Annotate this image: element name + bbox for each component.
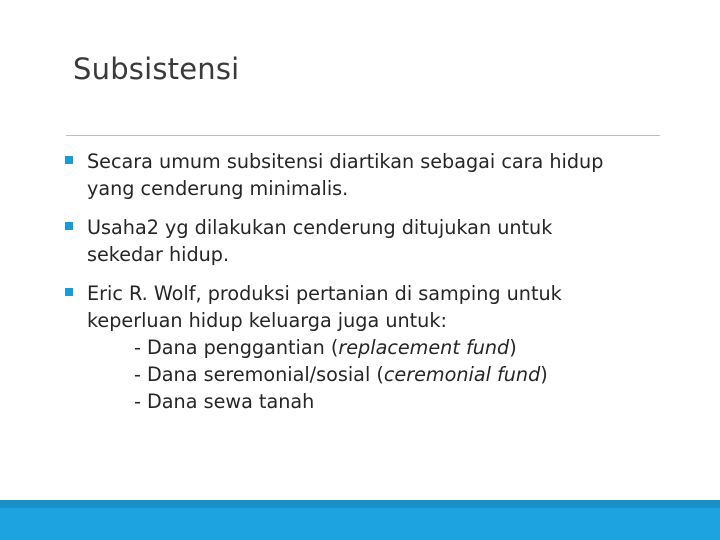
footer-bar xyxy=(0,500,720,540)
sub-item-replacement-fund xyxy=(87,334,664,361)
bullet-item-1 xyxy=(64,148,664,202)
bullet-item-2 xyxy=(64,214,664,268)
bullet-1-line-2: yang cenderung minimalis. xyxy=(87,177,349,200)
bullet-3-line-1: Eric R. Wolf, produksi pertanian di samping untuk xyxy=(87,282,562,305)
sub-item-prefix: - Dana penggantian ( xyxy=(134,336,339,359)
sub-item-suffix: ) xyxy=(540,363,548,386)
sub-item-land-rent-fund xyxy=(87,388,664,415)
bullet-item-3 xyxy=(64,280,664,415)
slide-title: Subsistensi xyxy=(73,52,240,86)
sub-item-ceremonial-fund xyxy=(87,361,664,388)
sub-item-emphasis: replacement fund xyxy=(338,336,510,359)
sub-item-prefix: - Dana sewa tanah xyxy=(134,390,315,413)
bullet-2-line-2: sekedar hidup. xyxy=(87,243,230,266)
bullet-3-line-2: keperluan hidup keluarga juga untuk: xyxy=(87,309,447,332)
square-bullet-icon xyxy=(65,222,73,230)
sub-item-suffix: ) xyxy=(509,336,517,359)
square-bullet-icon xyxy=(65,156,73,164)
bullet-1-line-1: Secara umum subsitensi diartikan sebagai cara hidup xyxy=(87,150,604,173)
footer-top-strip xyxy=(0,500,720,508)
square-bullet-icon xyxy=(65,288,73,296)
title-divider xyxy=(66,135,660,136)
sub-item-emphasis: ceremonial fund xyxy=(383,363,541,386)
bullet-2-line-1: Usaha2 yg dilakukan cenderung ditujukan untuk xyxy=(87,216,553,239)
bullet-list xyxy=(64,148,664,415)
sub-item-prefix: - Dana seremonial/sosial ( xyxy=(134,363,384,386)
